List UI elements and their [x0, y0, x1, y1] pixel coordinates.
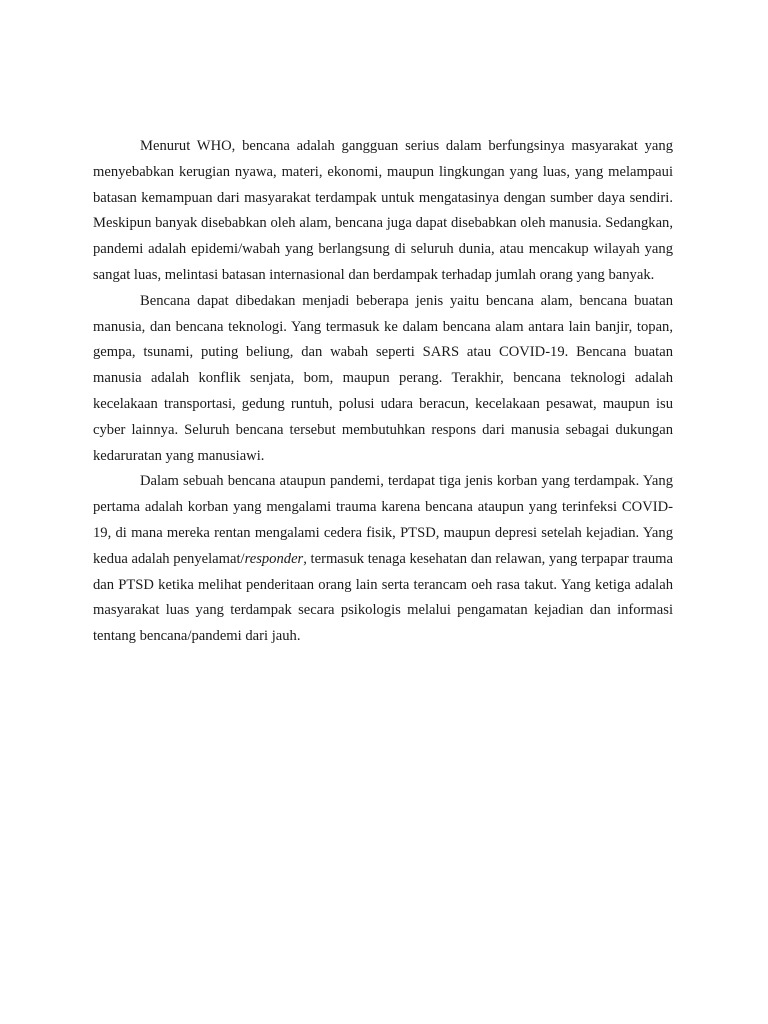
paragraph-1: Menurut WHO, bencana adalah gangguan serius dalam berfungsinya masyarakat yang menyebabkan kerugian nyawa, materi, ekonomi, maupun lingkungan yang luas, yang melampaui batasan kemampuan dari masyarakat terdampak untuk mengatasinya dengan sumber daya sendiri. Meskipun banyak disebabkan oleh alam, bencana juga dapat disebabkan oleh manusia. Sedangkan, pandemi adalah epidemi/wabah yang berlangsung di seluruh dunia, atau mencakup wilayah yang sangat luas, melintasi batasan internasional dan berdampak terhadap jumlah orang yang banyak. [93, 138, 673, 283]
paragraph-3 [93, 469, 673, 650]
document-body [93, 134, 673, 650]
paragraph-2: Bencana dapat dibedakan menjadi beberapa jenis yaitu bencana alam, bencana buatan manusia, dan bencana teknologi. Yang termasuk ke dalam bencana alam antara lain banjir, topan, gempa, tsunami, puting beliung, dan wabah seperti SARS atau COVID-19. Bencana buatan manusia adalah konflik senjata, bom, maupun perang. Terakhir, bencana teknologi adalah kecelakaan transportasi, gedung runtuh, polusi udara beracun, kecelakaan pesawat, maupun isu cyber lainnya. Seluruh bencana tersebut membutuhkan respons dari manusia sebagai dukungan kedaruratan yang manusiawi. [93, 292, 673, 464]
paragraph-3-italic-term: responder [244, 550, 304, 567]
paragraph-3-text-after: , termasuk tenaga kesehatan dan relawan, yang terpapar trauma dan PTSD ketika melihat penderitaan orang lain serta terancam oeh rasa takut. Yang ketiga adalah masyarakat luas yang terdampak secara psikologis melalui pengamatan kejadian dan informasi tentang bencana/pandemi dari jauh. [93, 550, 673, 645]
paragraph-3-text-before: Dalam sebuah bencana ataupun pandemi, terdapat tiga jenis korban yang terdampak. Yang pertama adalah korban yang mengalami trauma karena bencana ataupun yang terinfeksi COVID-19, di mana mereka rentan mengalami cedera fisik, PTSD, maupun depresi setelah kejadian. Yang kedua adalah penyelamat/ [93, 473, 673, 567]
